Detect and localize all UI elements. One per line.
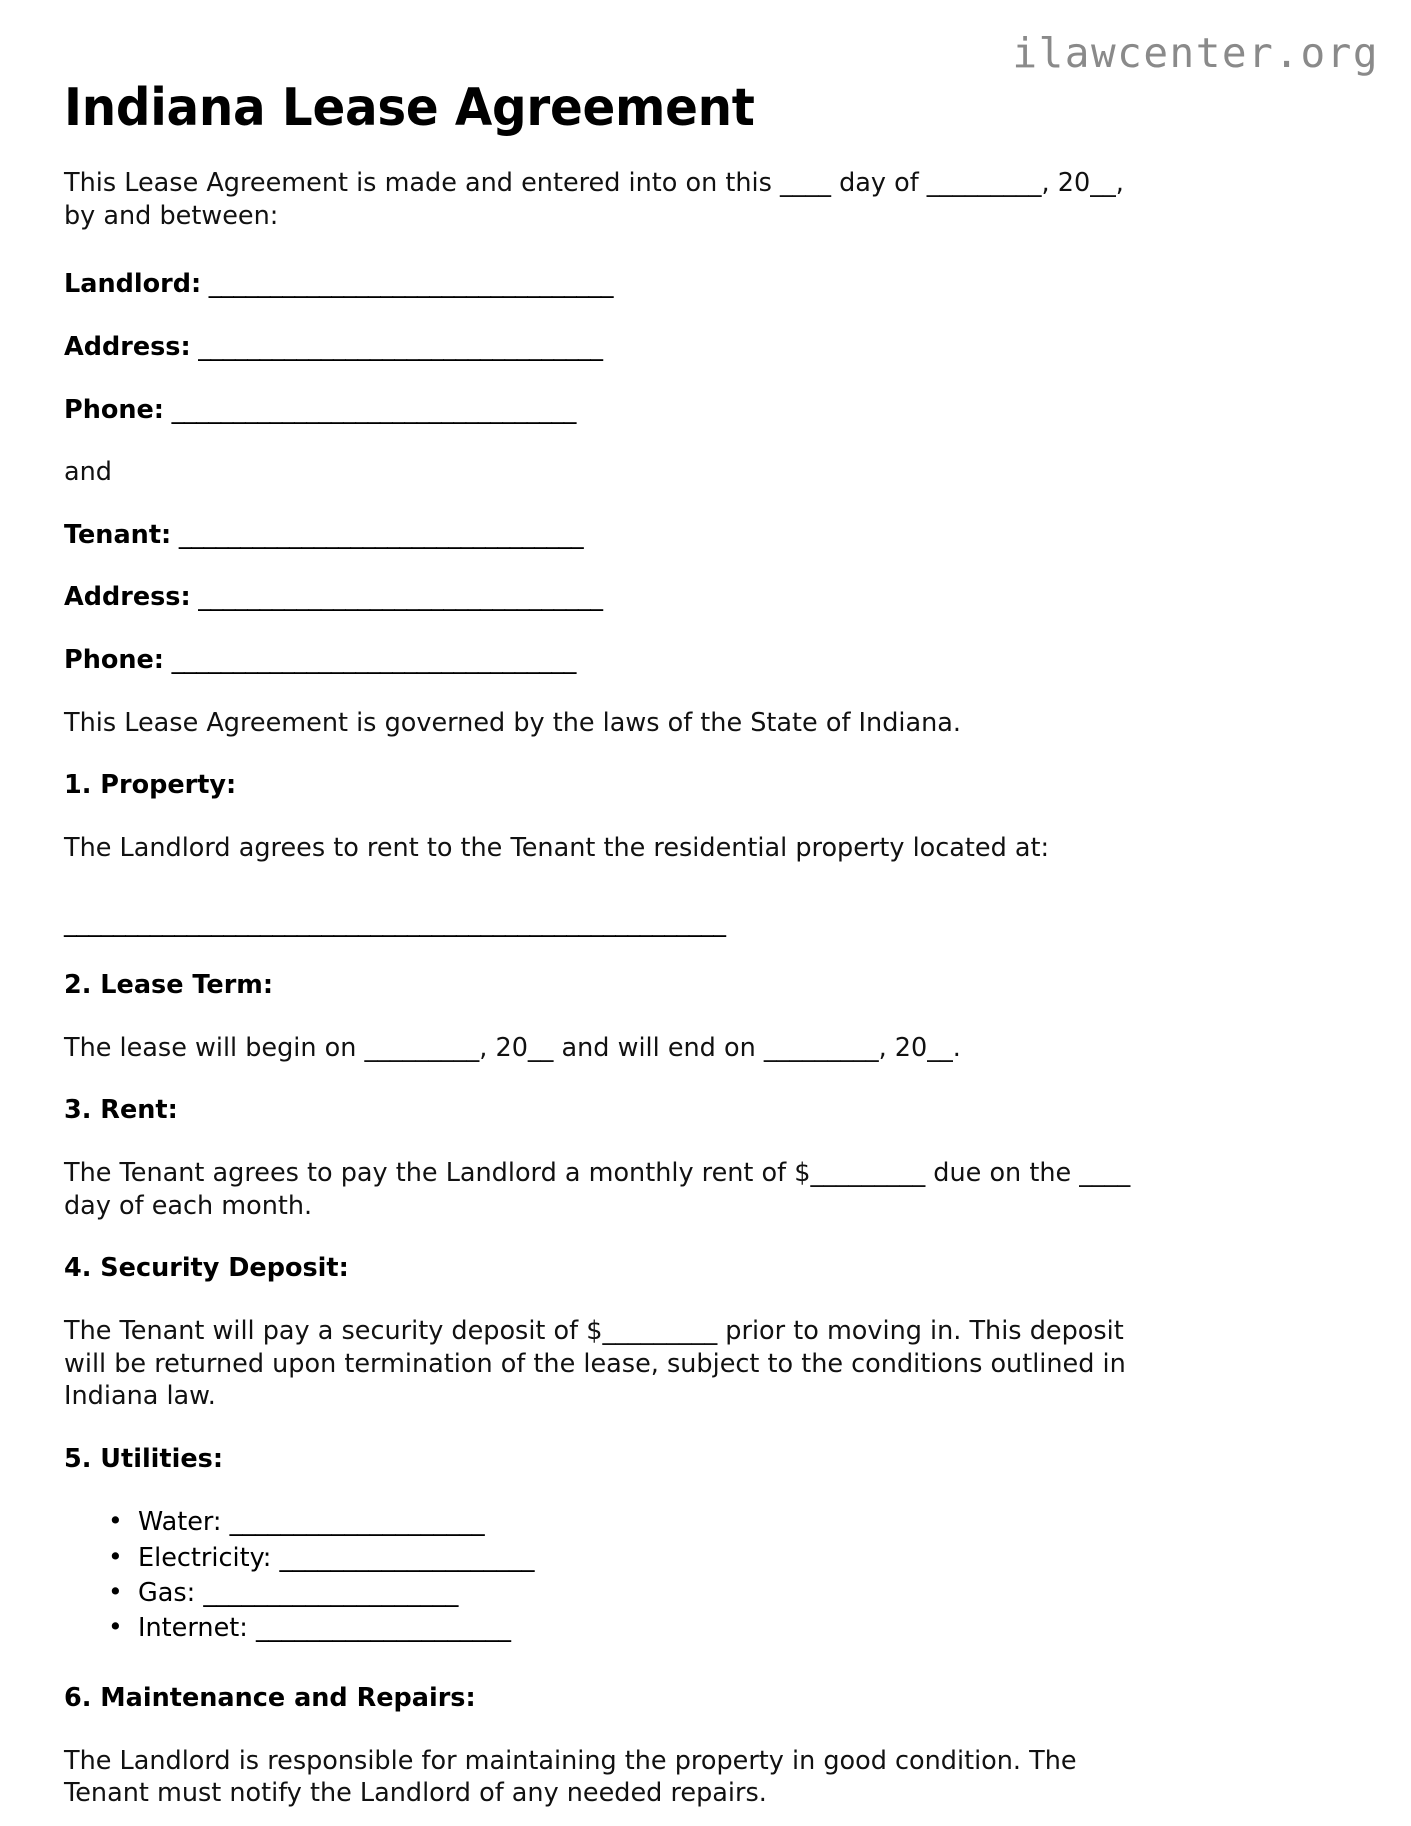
- utility-gas: Gas: ____________________: [138, 1577, 459, 1608]
- list-item[interactable]: [108, 1505, 1139, 1540]
- list-item[interactable]: [108, 1576, 1139, 1611]
- field-landlord-phone: [64, 394, 1139, 427]
- field-tenant-blank[interactable]: _________________________________: [171, 519, 584, 550]
- property-address-blank[interactable]: ______________________________________________________: [64, 907, 726, 938]
- section-body-maintenance: The Landlord is responsible for maintaining the property in good condition. The Tenant must notify the Landlord of any needed repairs.: [64, 1745, 1077, 1809]
- section-heading-maintenance: 6. Maintenance and Repairs:: [64, 1683, 476, 1714]
- field-tenant-phone-blank[interactable]: _________________________________: [164, 645, 576, 675]
- field-landlord-phone-label: Phone:: [64, 394, 165, 425]
- field-tenant-label: Tenant:: [64, 519, 172, 550]
- field-tenant: [64, 519, 1139, 552]
- field-landlord-address: [64, 331, 1139, 364]
- section-heading-lease-term: 2. Lease Term:: [64, 970, 274, 1001]
- utility-electricity: Electricity: ____________________: [138, 1542, 535, 1573]
- intro-paragraph: This Lease Agreement is made and entered into on this ____ day of _________, 20__, by and between:: [64, 168, 1124, 231]
- section-body-property: The Landlord agrees to rent to the Tenant the residential property located at:: [64, 832, 1050, 863]
- section-heading-property: 1. Property:: [64, 770, 237, 801]
- page-title: Indiana Lease Agreement: [64, 78, 755, 138]
- field-landlord-blank[interactable]: _________________________________: [201, 269, 614, 300]
- section-heading-security-deposit: 4. Security Deposit:: [64, 1253, 349, 1284]
- section-body-rent: The Tenant agrees to pay the Landlord a monthly rent of $_________ due on the ____ day of each month.: [64, 1158, 1131, 1221]
- list-item[interactable]: [108, 1541, 1139, 1576]
- utility-water: Water: ____________________: [138, 1507, 485, 1538]
- field-landlord-label: Landlord:: [64, 269, 202, 300]
- parties-conjunction: and: [64, 457, 112, 488]
- site-watermark: ilawcenter.org: [1012, 29, 1379, 77]
- document-body: [64, 167, 1139, 1810]
- utility-internet: Internet: ____________________: [138, 1612, 511, 1643]
- field-landlord-address-blank[interactable]: _________________________________: [190, 331, 603, 362]
- field-tenant-phone-label: Phone:: [64, 645, 165, 675]
- utilities-list: [64, 1505, 1139, 1646]
- list-item[interactable]: [108, 1611, 1139, 1646]
- governing-law-paragraph: This Lease Agreement is governed by the laws of the State of Indiana.: [64, 707, 962, 738]
- field-tenant-phone: [64, 644, 1139, 677]
- section-body-security-deposit: The Tenant will pay a security deposit of $_________ prior to moving in. This deposit will be returned upon termination of the lease, subject to the conditions outlined in Indiana law.: [64, 1315, 1126, 1412]
- section-heading-utilities: 5. Utilities:: [64, 1443, 224, 1474]
- field-landlord-phone-blank[interactable]: _________________________________: [164, 394, 576, 425]
- field-landlord: [64, 268, 1139, 301]
- field-tenant-address-blank[interactable]: _________________________________: [190, 582, 603, 613]
- section-heading-rent: 3. Rent:: [64, 1095, 178, 1126]
- field-tenant-address: [64, 581, 1139, 614]
- section-body-lease-term: The lease will begin on _________, 20__ and will end on _________, 20__.: [64, 1032, 961, 1063]
- field-tenant-address-label: Address:: [64, 582, 191, 613]
- field-landlord-address-label: Address:: [64, 331, 191, 362]
